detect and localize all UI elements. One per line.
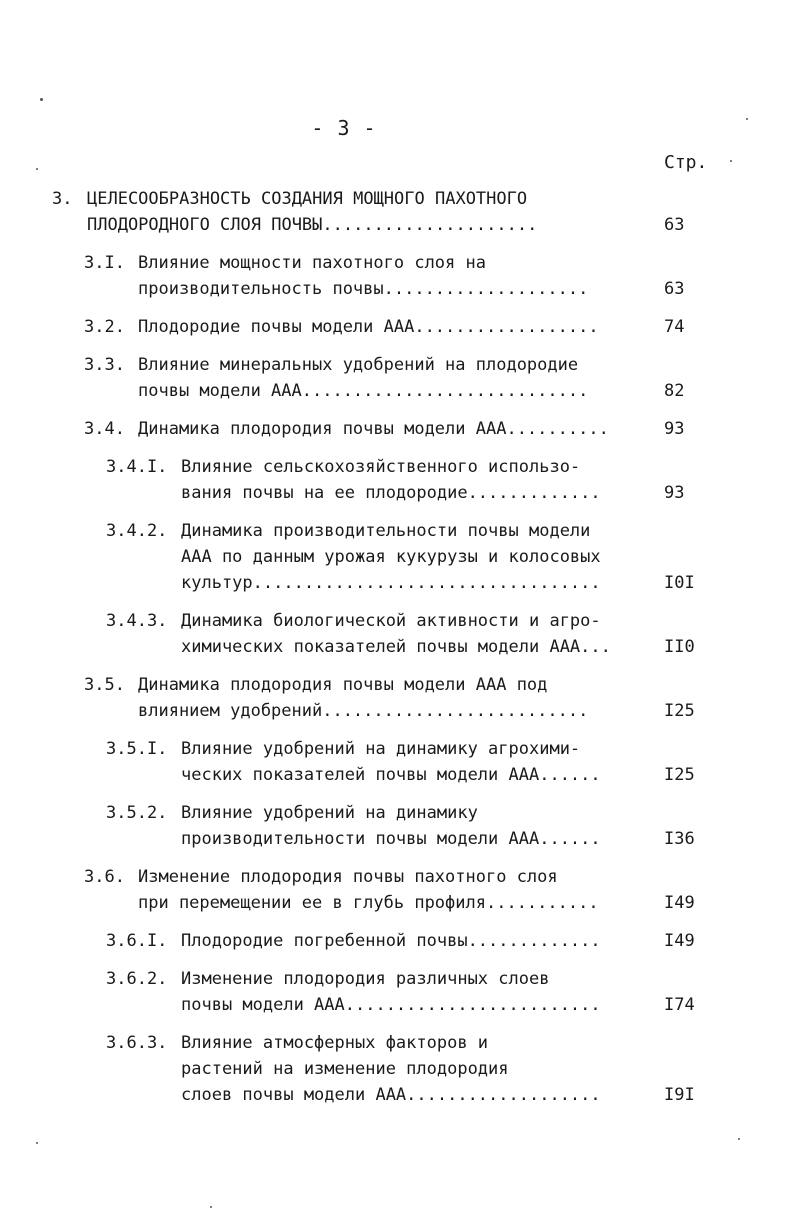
scan-speck [746,118,748,120]
toc-entry-number: 3.5. [84,675,125,695]
toc-entry [0,864,794,916]
toc-entry-title: Динамика плодородия почвы модели ААА под влиянием удобрений.......................... [138,675,589,721]
toc-entry-page: 63 [664,215,685,235]
toc-entry [0,966,794,1018]
toc-entry-title: Влияние сельскохозяйственного использо- вания почвы на ее плодородие............. [181,457,601,503]
toc-entry-number: 3.5.I. [106,739,168,759]
toc-entry-number: 3.3. [84,355,125,375]
toc-entry-page: 63 [664,279,685,299]
toc-entry-page: 82 [664,381,685,401]
toc-entry [0,416,794,442]
toc-entry-number: 3.4.3. [106,611,168,631]
toc-entry-number: 3.6.2. [106,969,168,989]
toc-entry-title: Влияние удобрений на динамику агрохими- ческих показателей почвы модели ААА...... [181,739,601,785]
toc-entry-page: II0 [664,637,695,657]
toc-entry-title: Динамика плодородия почвы модели ААА.......... [138,419,609,439]
toc-entry-title: Влияние удобрений на динамику производительности почвы модели ААА...... [181,803,601,849]
toc-entry-number: 3.5.2. [106,803,168,823]
toc-entry [0,314,794,340]
toc-entry-title: Изменение плодородия почвы пахотного слоя при перемещении ее в глубь профиля........... [138,867,599,913]
toc-entry-number: 3.4.2. [106,521,168,541]
scan-speck [738,1138,740,1140]
toc-entry [0,1030,794,1108]
toc-entry-title: Влияние минеральных удобрений на плодородие почвы модели ААА............................ [138,355,589,401]
toc-entry [0,928,794,954]
scan-speck [40,98,43,101]
scan-speck [730,160,732,162]
toc-entry-page: 74 [664,317,685,337]
page-number: - 3 - [311,116,377,140]
toc-entry-page: I49 [664,931,695,951]
scan-speck [210,1206,212,1208]
toc-entry-title: Динамика производительности почвы модели ААА по данным урожая кукурузы и колосовых культур.................................. [181,521,601,593]
toc-entry-title: Динамика биологической активности и агро- химических показателей почвы модели ААА... [181,611,611,657]
toc-entry-title: ЦЕЛЕСООБРАЗНОСТЬ СОЗДАНИЯ МОЩНОГО ПАХОТНОГО ПЛОДОРОДНОГО СЛОЯ ПОЧВЫ..................... [87,189,538,235]
toc-entry-number: 3.6.3. [106,1033,168,1053]
toc-entry-title: Влияние атмосферных факторов и растений на изменение плодородия слоев почвы модели ААА................... [181,1033,601,1105]
toc-entry-number: 3.2. [84,317,125,337]
toc-entry-number: 3.I. [84,253,125,273]
toc-entry-title: Влияние мощности пахотного слоя на производительность почвы.................... [138,253,589,299]
toc-entry-title: Изменение плодородия различных слоев почвы модели ААА......................... [181,969,601,1015]
toc-entry [0,800,794,852]
toc-entry [0,672,794,724]
scan-speck [36,1142,38,1144]
toc-entry-page: 93 [664,419,685,439]
toc-entry-page: I0I [664,573,695,593]
toc-entry-page: I25 [664,701,695,721]
toc-entry [0,250,794,302]
toc-entry-title: Плодородие почвы модели ААА.................. [138,317,599,337]
toc-entry [0,186,794,238]
toc-entry-number: 3.4.I. [106,457,168,477]
toc-entry [0,518,794,596]
toc-entry-number: 3. [52,189,73,209]
scan-speck [36,168,38,170]
toc-entry-page: I9I [664,1085,695,1105]
toc-entry [0,736,794,788]
toc-entry-page: I25 [664,765,695,785]
toc-entry-number: 3.6. [84,867,125,887]
table-of-contents [0,186,794,1120]
toc-entry-page: I36 [664,829,695,849]
toc-entry-page: I49 [664,893,695,913]
toc-entry [0,454,794,506]
toc-entry-title: Плодородие погребенной почвы............. [181,931,601,951]
toc-entry [0,352,794,404]
page-column-label: Стр. [664,152,708,173]
toc-entry-number: 3.4. [84,419,125,439]
toc-entry-number: 3.6.I. [106,931,168,951]
toc-entry-page: I74 [664,995,695,1015]
toc-entry-page: 93 [664,483,685,503]
toc-entry [0,608,794,660]
